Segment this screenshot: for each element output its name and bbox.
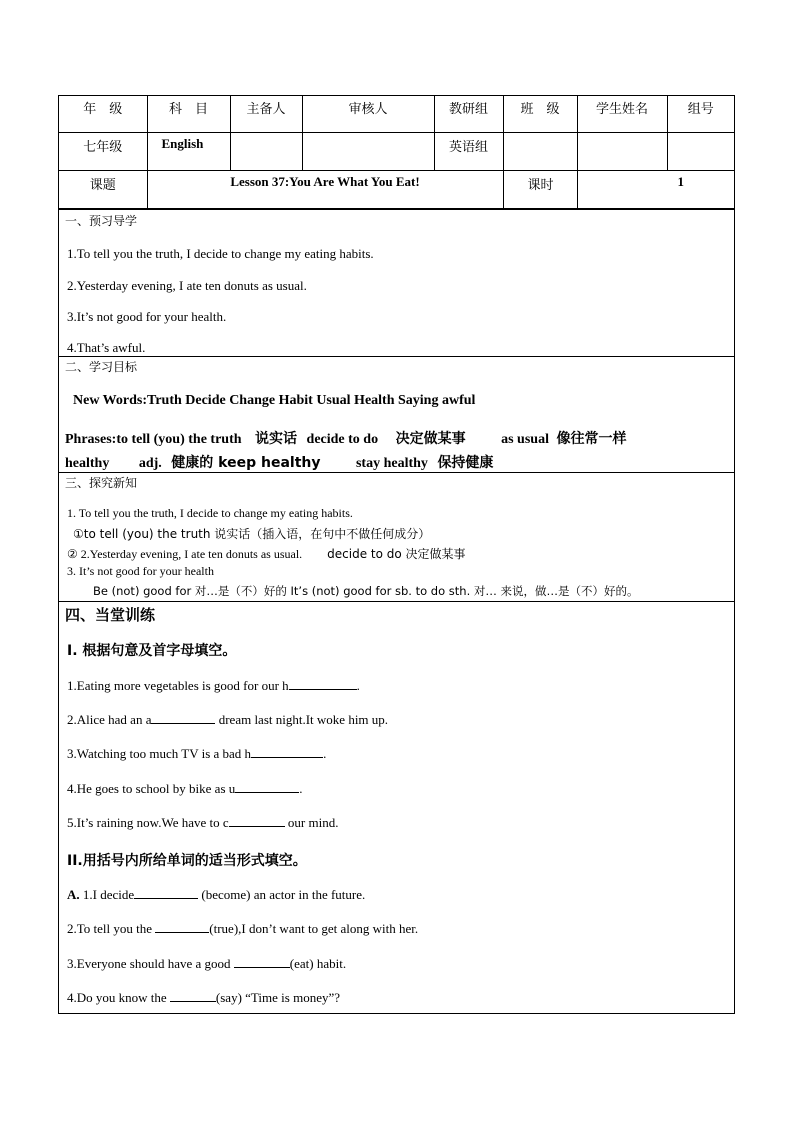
student-name-value	[577, 133, 667, 171]
answer-blank[interactable]	[134, 887, 198, 899]
explore-line-1: 1. To tell you the truth, I decide to change my eating habits.	[67, 506, 353, 520]
explore-line-4: 3. It’s not good for your health	[67, 564, 214, 578]
answer-blank[interactable]	[170, 990, 216, 1002]
subject-label: 科 目	[147, 96, 230, 133]
section-preview-title: 一、预习导学	[65, 214, 138, 228]
answer-blank[interactable]	[235, 781, 299, 793]
subject-value: English	[147, 133, 230, 171]
student-name-label: 学生姓名	[577, 96, 667, 133]
reviewer-label: 审核人	[302, 96, 434, 133]
group-number-label: 组号	[667, 96, 734, 133]
section-preview	[59, 209, 734, 356]
explore-line-3	[67, 545, 466, 562]
phrase-as-usual: as usual	[501, 432, 549, 447]
reviewer-value	[302, 133, 434, 171]
answer-blank[interactable]	[155, 921, 209, 933]
explore-yesterday: ② 2.Yesterday evening, I ate ten donuts as usual.	[67, 547, 303, 561]
part1-item-3-tail: .	[323, 746, 327, 761]
preparer-label: 主备人	[230, 96, 302, 133]
part2-item-4	[67, 990, 340, 1006]
header-row-values	[59, 133, 734, 171]
grade-value: 七年级	[59, 133, 147, 171]
part2-item-1-tail: (become) an actor in the future.	[198, 887, 366, 902]
answer-blank[interactable]	[151, 712, 215, 724]
part2-item-1-text: 1.I decide	[79, 887, 135, 902]
stay-healthy-cn: 保持健康	[437, 455, 494, 471]
healthy-line	[65, 452, 493, 472]
explore-line-2: ①to tell (you) the truth 说实话（插入语，在句中不做任何成分）	[73, 527, 431, 541]
research-group-value: 英语组	[434, 133, 503, 171]
preview-line-4: 4.That’s awful.	[67, 340, 146, 355]
phrase-tell-truth-cn: 说实话	[255, 431, 298, 447]
part2-item-2-text: 2.To tell you the	[67, 921, 156, 936]
topic-label: 课题	[59, 171, 147, 209]
healthy-word: healthy	[65, 456, 110, 471]
topic-value: Lesson 37:You Are What You Eat!	[147, 171, 503, 209]
preparer-value	[230, 133, 302, 171]
part1-item-1-text: 1.Eating more vegetables is good for our h	[67, 678, 289, 693]
period-label: 课时	[503, 171, 577, 209]
phrases-line	[65, 428, 626, 448]
part2-item-4-text: 4.Do you know the	[67, 990, 170, 1005]
part2-item-2	[67, 921, 418, 937]
section-explore-title: 三、探究新知	[65, 476, 138, 490]
part1-item-4-tail: .	[299, 781, 303, 796]
part1-item-5-text: 5.It’s raining now.We have to c	[67, 815, 229, 830]
part2-title: II.用括号内所给单词的适当形式填空。	[67, 853, 307, 869]
worksheet	[58, 95, 735, 1014]
answer-blank[interactable]	[234, 956, 290, 968]
preview-line-2: 2.Yesterday evening, I ate ten donuts as usual.	[67, 278, 307, 293]
part2-item-2-tail: (true),I don’t want to get along with her.	[209, 921, 419, 936]
group-number-value	[667, 133, 734, 171]
stay-healthy: stay healthy	[355, 456, 428, 471]
healthy-pos: adj.	[138, 456, 162, 471]
part1-title: I. 根据句意及首字母填空。	[67, 643, 237, 659]
part1-item-3	[67, 746, 326, 762]
answer-blank[interactable]	[289, 678, 357, 690]
phrase-decide-cn: 决定做某事	[395, 431, 466, 447]
header-table	[59, 96, 734, 209]
phrase-as-usual-cn: 像往常一样	[556, 431, 627, 447]
healthy-keep: 健康的 keep healthy	[171, 455, 321, 471]
part1-item-2-text: 2.Alice had an a	[67, 712, 152, 727]
part2-item-4-tail: (say) “Time is money”?	[215, 990, 340, 1005]
part1-item-5	[67, 815, 338, 831]
part2-item-1	[67, 887, 365, 903]
part1-item-1	[67, 678, 360, 694]
phrase-decide: decide to do	[306, 432, 379, 447]
part1-item-4	[67, 781, 303, 797]
answer-blank[interactable]	[251, 746, 323, 758]
part1-item-5-tail: our mind.	[284, 815, 339, 830]
part1-item-1-tail: .	[356, 678, 360, 693]
part1-item-2	[67, 712, 388, 728]
header-row-topic	[59, 171, 734, 209]
section-practice	[59, 601, 734, 1025]
part1-item-3-text: 3.Watching too much TV is a bad h	[67, 746, 252, 761]
part2-item-3-text: 3.Everyone should have a good	[67, 956, 234, 971]
header-row-labels	[59, 96, 734, 133]
preview-line-3: 3.It’s not good for your health.	[67, 309, 227, 324]
part2-item-3-tail: (eat) habit.	[289, 956, 347, 971]
part1-item-2-tail: dream last night.It woke him up.	[215, 712, 389, 727]
preview-line-1: 1.To tell you the truth, I decide to change my eating habits.	[67, 246, 374, 261]
section-objectives	[59, 356, 734, 472]
research-group-label: 教研组	[434, 96, 503, 133]
explore-line-5: Be (not) good for 对…是（不）好的 It’s (not) good for sb. to do sth. 对… 来说，做…是（不）好的。	[93, 584, 639, 598]
grade-label: 年 级	[59, 96, 147, 133]
new-words: New Words:Truth Decide Change Habit Usual Health Saying awful	[73, 393, 476, 408]
part2-item-1-lead: A.	[67, 887, 80, 902]
class-label: 班 级	[503, 96, 577, 133]
answer-blank[interactable]	[229, 815, 285, 827]
section-explore	[59, 472, 734, 601]
period-value: 1	[577, 171, 734, 209]
part2-item-3	[67, 956, 346, 972]
class-value	[503, 133, 577, 171]
phrase-tell-truth: Phrases:to tell (you) the truth	[65, 432, 242, 447]
section-objectives-title: 二、学习目标	[65, 360, 138, 374]
part1-item-4-text: 4.He goes to school by bike as u	[67, 781, 236, 796]
explore-decide: decide to do 决定做某事	[327, 547, 466, 561]
section-practice-title: 四、当堂训练	[65, 606, 156, 624]
